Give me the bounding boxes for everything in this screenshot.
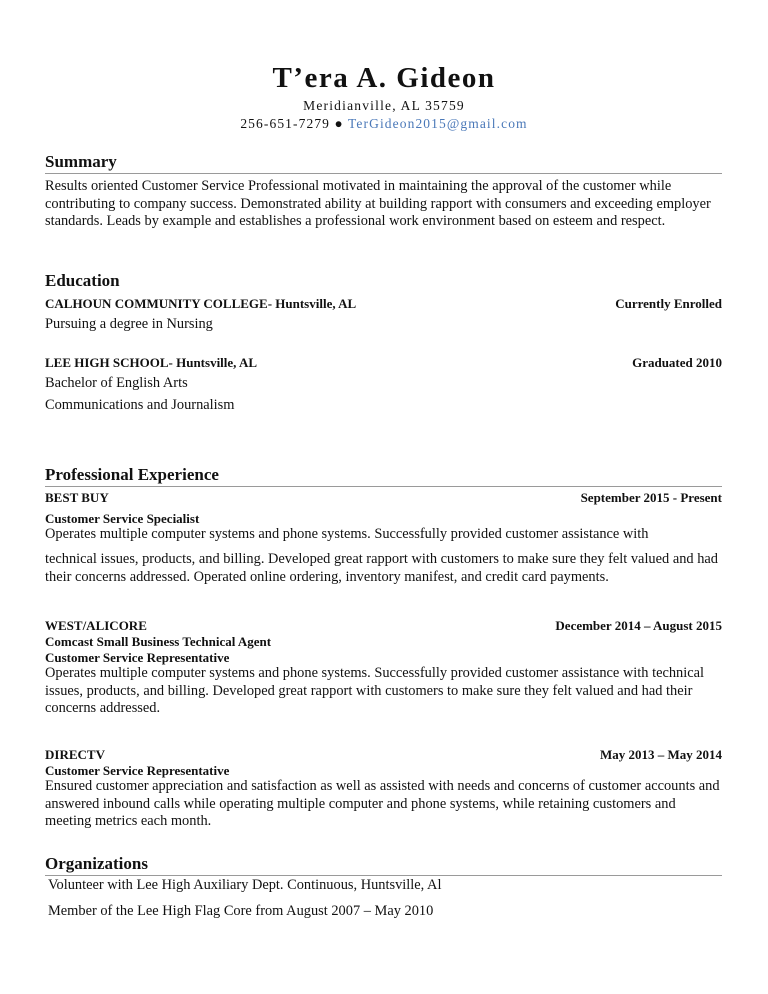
- summary-text: Results oriented Customer Service Professional motivated in maintaining the approval of the customer while contributing to company success. Demonstrated ability at building rapport with consumers and exceeding employer standards. Leads by example and establishes a professional work environment based on esteem and respect.: [45, 178, 711, 229]
- company-name: BEST BUY: [45, 490, 109, 505]
- school-detail: Bachelor of English Arts: [45, 375, 188, 391]
- school-status: Graduated 2010: [632, 355, 722, 370]
- job-role: Comcast Small Business Technical Agent: [45, 634, 272, 649]
- bullet-separator: ●: [334, 116, 344, 131]
- job-description: Ensured customer appreciation and satisfaction as well as assisted with needs and concerns of customer accounts and answered inbound calls while operating multiple computer and phone systems, while retaining customers and meeting metrics each month.: [45, 778, 720, 829]
- organization-item: Member of the Lee High Flag Core from August 2007 – May 2010: [48, 903, 434, 919]
- company-name: WEST/ALICORE: [45, 618, 147, 633]
- email-link[interactable]: TerGideon2015@gmail.com: [348, 116, 528, 131]
- contact-line: [0, 115, 768, 133]
- job-role: Customer Service Representative: [45, 763, 230, 778]
- job-description: Operates multiple computer systems and phone systems. Successfully provided customer assistance with: [45, 526, 649, 542]
- organizations-heading: Organizations: [45, 854, 722, 876]
- candidate-location: Meridianville, AL 35759: [303, 98, 465, 113]
- school-row: [45, 296, 722, 312]
- job-role: Customer Service Representative: [45, 650, 230, 665]
- school-detail: Communications and Journalism: [45, 397, 235, 413]
- organization-item: Volunteer with Lee High Auxiliary Dept. Continuous, Huntsville, Al: [48, 877, 442, 893]
- summary-heading: Summary: [45, 152, 722, 174]
- company-name: DIRECTV: [45, 747, 105, 762]
- candidate-name: T’era A. Gideon: [272, 62, 496, 94]
- phone-number: 256-651-7279: [240, 116, 331, 131]
- job-dates: September 2015 - Present: [580, 490, 722, 505]
- job-header-row: [45, 618, 722, 634]
- education-heading: Education: [45, 271, 120, 290]
- school-row: [45, 355, 722, 371]
- school-name: LEE HIGH SCHOOL- Huntsville, AL: [45, 355, 258, 370]
- school-status: Currently Enrolled: [615, 296, 722, 311]
- job-description: technical issues, products, and billing. Developed great rapport with customers to make sure they felt valued and had their concerns addressed. Operated online ordering, inventory manifest, and credit card payments.: [45, 551, 718, 585]
- school-detail: Pursuing a degree in Nursing: [45, 316, 213, 332]
- job-role: Customer Service Specialist: [45, 511, 200, 526]
- experience-heading: Professional Experience: [45, 465, 722, 487]
- job-header-row: [45, 747, 722, 763]
- job-dates: May 2013 – May 2014: [599, 747, 722, 762]
- job-description: Operates multiple computer systems and phone systems. Successfully provided customer assistance with technical issues, products, and billing. Developed great rapport with customers to make sure they felt valued and had their concerns addressed.: [45, 665, 705, 716]
- job-dates: December 2014 – August 2015: [555, 618, 722, 633]
- school-name: CALHOUN COMMUNITY COLLEGE- Huntsville, AL: [45, 296, 357, 311]
- job-header-row: [45, 490, 722, 506]
